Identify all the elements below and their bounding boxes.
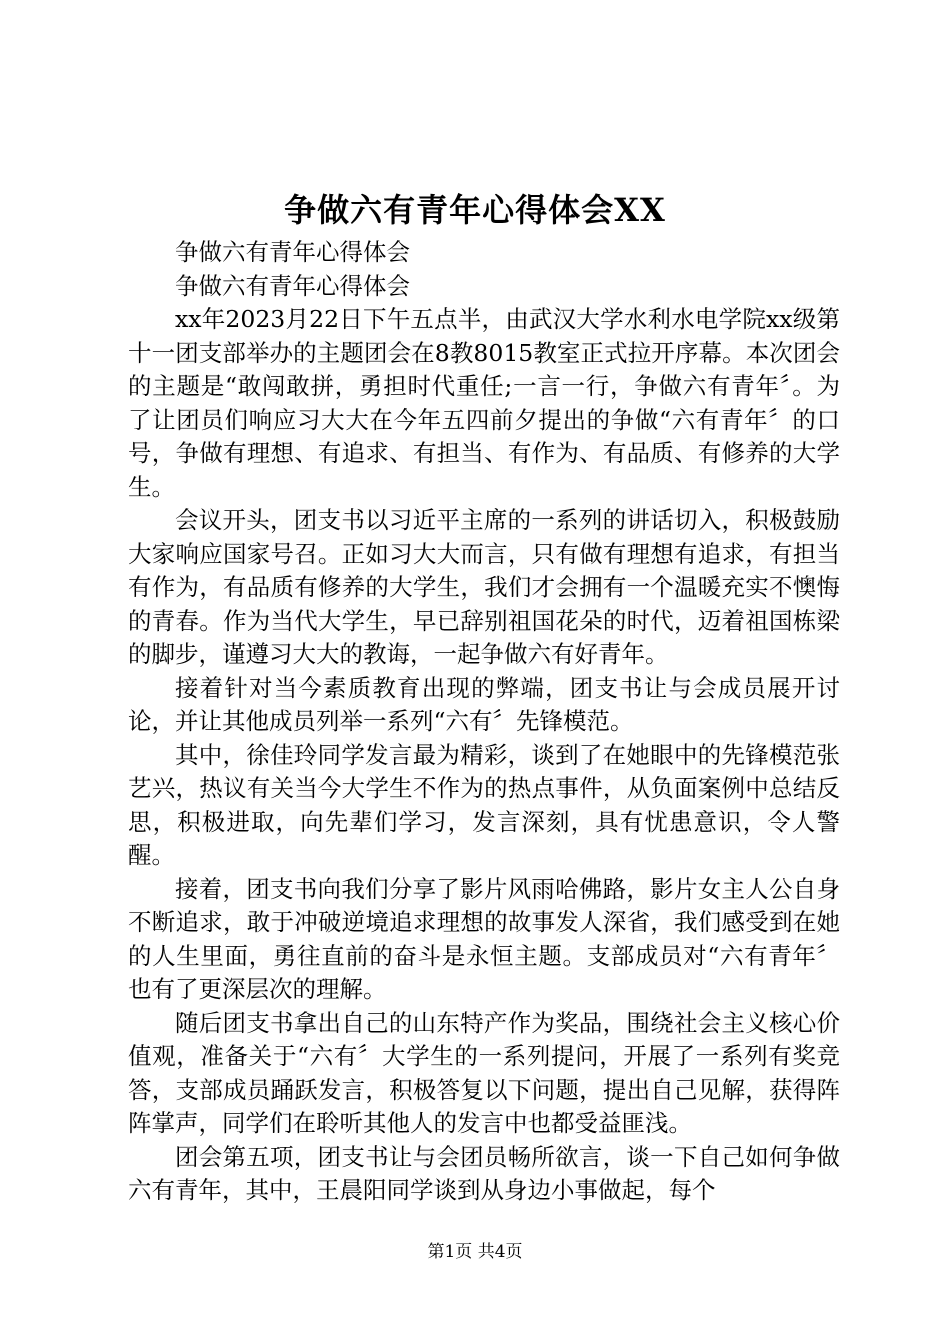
body-paragraph: 随后团支书拿出自己的山东特产作为奖品，围绕社会主义核心价值观，准备关于“六有〞大学生的一系列提问，开展了一系列有奖竞答，支部成员踊跃发言，积极答复以下问题，提出自己见解，获得阵阵掌声，同学们在聆听其他人的发言中也都受益匪浅。 [128, 1008, 840, 1137]
document-title: 争做六有青年心得体会XX [284, 191, 666, 229]
body-paragraph: 团会第五项，团支书让与会团员畅所欲言，谈一下自己如何争做六有青年，其中，王晨阳同学谈到从身边小事做起，每个 [128, 1142, 840, 1204]
subtitle-line: 争做六有青年心得体会 [175, 238, 410, 266]
body-paragraph: 会议开头，团支书以习近平主席的一系列的讲话切入，积极鼓励大家响应国家号召。正如习大大而言，只有做有理想有追求，有担当有作为，有品质有修养的大学生，我们才会拥有一个温暖充实不懊悔的青春。作为当代大学生，早已辞别祖国花朵的时代，迈着祖国栋梁的脚步，谨遵习大大的教诲，一起争做六有好青年。 [128, 506, 840, 668]
subtitle-line: 争做六有青年心得体会 [175, 271, 410, 300]
body-paragraph: xx年2023月22日下午五点半，由武汉大学水利水电学院xx级第十一团支部举办的主题团会在8教8015教室正式拉开序幕。本次团会的主题是“敢闯敢拼，勇担时代重任;一言一行，争做六有青年〞。为了让团员们响应习大大在今年五四前夕提出的争做“六有青年〞的口号，争做有理想、有追求、有担当、有作为、有品质、有修养的大学生。 [128, 305, 840, 501]
body-paragraph: 其中，徐佳玲同学发言最为精彩，谈到了在她眼中的先锋模范张艺兴，热议有关当今大学生不作为的热点事件，从负面案例中总结反思，积极进取，向先辈们学习，发言深刻，具有忧患意识，令人警醒。 [128, 740, 840, 869]
body-paragraph: 接着，团支书向我们分享了影片风雨哈佛路，影片女主人公自身不断追求，敢于冲破逆境追求理想的故事发人深省，我们感受到在她的人生里面，勇往直前的奋斗是永恒主题。支部成员对“六有青年〞也有了更深层次的理解。 [128, 874, 840, 1003]
page-number-footer: 第1页 共4页 [427, 1242, 523, 1262]
body-paragraph: 接着针对当今素质教育出现的弊端，团支书让与会成员展开讨论，并让其他成员列举一系列“六有〞先锋模范。 [128, 673, 840, 735]
document-body [128, 236, 840, 1208]
